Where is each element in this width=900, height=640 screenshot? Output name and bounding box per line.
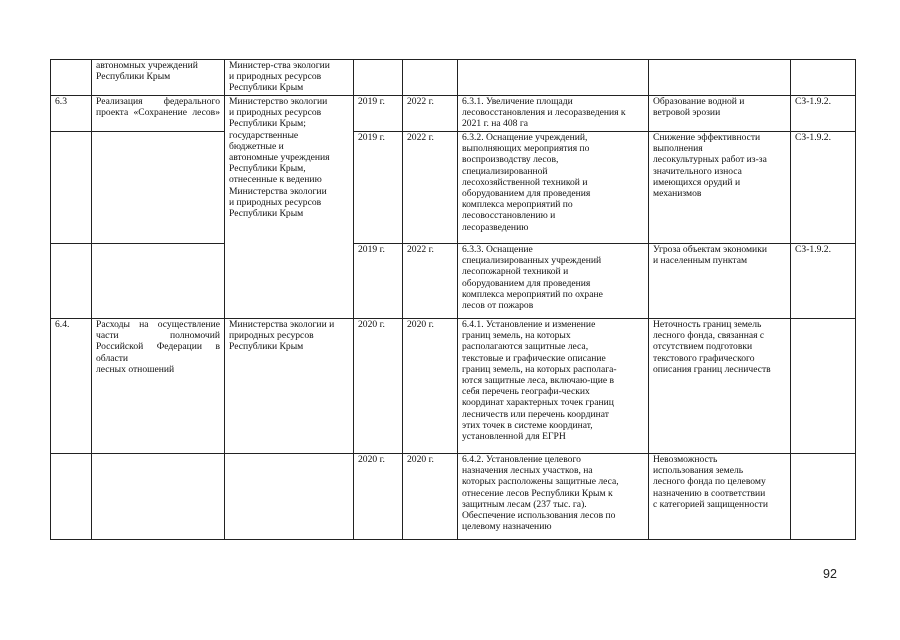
cell-name <box>92 244 225 319</box>
cell-name-last-line: лесных отношений <box>96 363 175 375</box>
table-row <box>51 96 856 132</box>
cell-start-year: 2020 г. <box>354 319 403 454</box>
table-row <box>51 132 856 244</box>
page-number: 92 <box>823 567 837 581</box>
table-row <box>51 60 856 96</box>
cell-name <box>92 454 225 540</box>
cell-name: Реализация федерального проекта «Сохранение лесов» <box>92 96 225 132</box>
cell-number <box>51 454 92 540</box>
cell-risk: Невозможность использования земель лесного фонда по целевому назначению в соответствии с категорией защищенности <box>649 454 791 540</box>
table-row <box>51 319 856 454</box>
cell-number <box>51 60 92 96</box>
cell-end-year: 2020 г. <box>403 319 458 454</box>
cell-risk: Угроза объектам экономики и населенным пунктам <box>649 244 791 319</box>
cell-executor: Министерства экологии и природных ресурсов Республики Крым <box>225 319 354 454</box>
cell-measure: 6.4.1. Установление и изменение границ земель, на которых располагаются защитные леса, текстовые и графические описание границ земель, на которых располага- ются защитные леса, включаю-щие в себя перечень географи-ческих координат характерных точек границ лесничеств или перечень координат этих точек в системе координат, установленной для ЕГРН <box>458 319 649 454</box>
cell-code: СЗ-1.9.2. <box>791 244 856 319</box>
cell-start-year <box>354 60 403 96</box>
cell-start-year: 2019 г. <box>354 96 403 132</box>
cell-end-year: 2022 г. <box>403 96 458 132</box>
cell-end-year: 2022 г. <box>403 132 458 244</box>
cell-number <box>51 132 92 244</box>
cell-name <box>92 132 225 244</box>
cell-end-year: 2022 г. <box>403 244 458 319</box>
cell-number <box>51 244 92 319</box>
table-row <box>51 244 856 319</box>
cell-risk: Образование водной и ветровой эрозии <box>649 96 791 132</box>
cell-start-year: 2019 г. <box>354 244 403 319</box>
cell-code <box>791 319 856 454</box>
cell-end-year <box>403 60 458 96</box>
measures-table <box>50 59 856 540</box>
cell-name-text: Расходы на осуществление части полномочий Российской Федерации в области <box>96 319 220 364</box>
cell-number: 6.3 <box>51 96 92 132</box>
cell-code: СЗ-1.9.2. <box>791 132 856 244</box>
cell-measure: 6.3.3. Оснащение специализированных учреждений лесопожарной техникой и оборудованием для проведения комплекса мероприятий по охране лесов от пожаров <box>458 244 649 319</box>
cell-start-year: 2020 г. <box>354 454 403 540</box>
cell-risk: Неточность границ земель лесного фонда, связанная с отсутствием подготовки текстового графического описания границ лесничеств <box>649 319 791 454</box>
cell-code: СЗ-1.9.2. <box>791 96 856 132</box>
cell-risk <box>649 60 791 96</box>
cell-code <box>791 454 856 540</box>
cell-executor: Министерство экологии и природных ресурсов Республики Крым; государственные бюджетные и автономные учреждения Республики Крым, отнесенные к ведению Министерства экологии и природных ресурсов Республики Крым <box>225 96 354 319</box>
cell-measure <box>458 60 649 96</box>
cell-risk: Снижение эффективности выполнения лесокультурных работ из-за значительного износа имеющихся орудий и механизмов <box>649 132 791 244</box>
cell-name: автономных учреждений Республики Крым <box>92 60 225 96</box>
cell-measure: 6.3.2. Оснащение учреждений, выполняющих мероприятия по воспроизводству лесов, специализированной лесохозяйственной техникой и оборудованием для проведения комплекса мероприятий по лесовосстановлению и лесоразведению <box>458 132 649 244</box>
cell-measure: 6.4.2. Установление целевого назначения лесных участков, на которых расположены защитные леса, отнесение лесов Республики Крым к защитным лесам (237 тыс. га). Обеспечение использования лесов по целевому назначению <box>458 454 649 540</box>
cell-executor <box>225 454 354 540</box>
cell-measure: 6.3.1. Увеличение площади лесовосстановления и лесоразведения к 2021 г. на 408 га <box>458 96 649 132</box>
table-row <box>51 454 856 540</box>
cell-end-year: 2020 г. <box>403 454 458 540</box>
cell-executor: Министер-ства экологии и природных ресурсов Республики Крым <box>225 60 354 96</box>
cell-code <box>791 60 856 96</box>
cell-number: 6.4. <box>51 319 92 454</box>
cell-start-year: 2019 г. <box>354 132 403 244</box>
cell-name <box>92 319 225 454</box>
